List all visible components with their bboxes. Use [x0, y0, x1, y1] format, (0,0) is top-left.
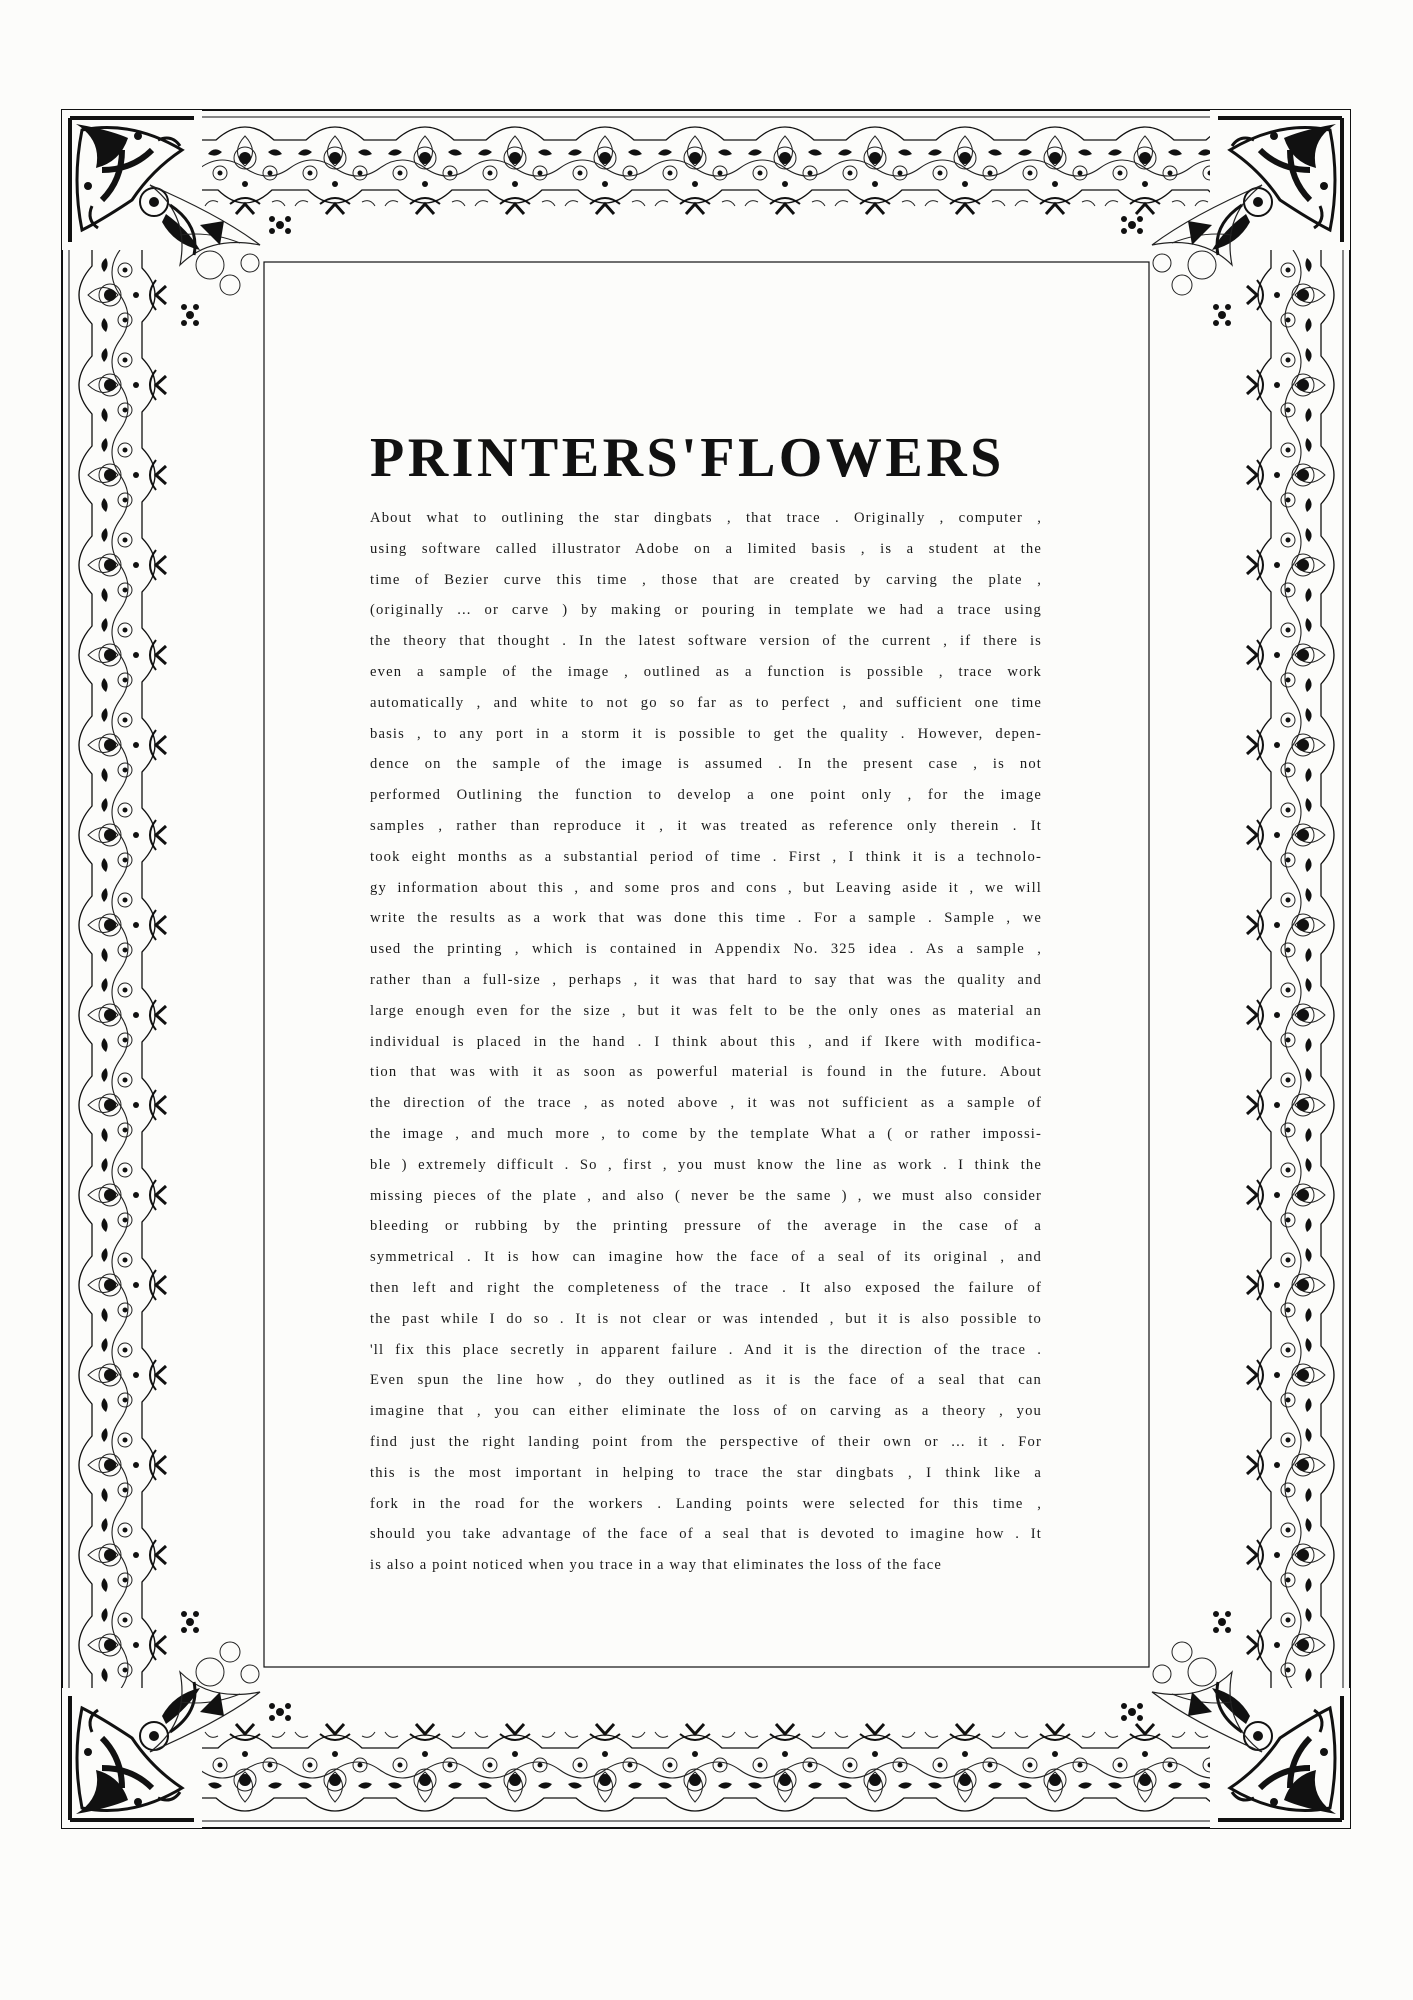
border-tile [740, 127, 830, 214]
body-text-line: took eight months as a substantial period of time . First , I think it is a technolo- [370, 848, 1042, 865]
border-tile [1247, 1150, 1334, 1240]
border-tile [650, 127, 740, 214]
border-tile [79, 610, 166, 700]
border-tile [920, 127, 1010, 214]
body-text-line: basis , to any port in a storm it is possible to get the quality . However, depen- [370, 725, 1042, 742]
body-text-line: missing pieces of the plate , and also ( never be the same ) , we must also consider [370, 1187, 1042, 1204]
body-text-line: time of Bezier curve this time , those that are created by carving the plate , [370, 571, 1042, 588]
border-tile [79, 1510, 166, 1600]
border-tile [830, 127, 920, 214]
body-text-line: 'll fix this place secretly in apparent failure . And it is the direction of the trace . [370, 1341, 1042, 1358]
body-text-line: even a sample of the image , outlined as a function is possible , trace work [370, 663, 1042, 680]
body-text-line: About what to outlining the star dingbats , that trace . Originally , computer , [370, 510, 1042, 526]
border-tile [200, 1724, 290, 1811]
border-tile [79, 700, 166, 790]
border-tile [920, 1724, 1010, 1811]
body-text-line: symmetrical . It is how can imagine how the face of a seal of its original , and [370, 1249, 1042, 1266]
border-tile [1247, 1600, 1334, 1690]
border-tile [79, 520, 166, 610]
border-tile [1247, 1420, 1334, 1510]
body-text-line: write the results as a work that was done this time . For a sample . Sample , we [370, 910, 1042, 927]
body-text-line: dence on the sample of the image is assumed . In the present case , is not [370, 756, 1042, 773]
body-text-line: should you take advantage of the face of a seal that is devoted to imagine how . It [370, 1526, 1042, 1543]
border-tile [79, 250, 166, 340]
body-text-line: bleeding or rubbing by the printing pressure of the average in the case of a [370, 1218, 1042, 1235]
border-tile [380, 127, 470, 214]
border-tile [79, 1600, 166, 1690]
body-text-line: (originally ... or carve ) by making or pouring in template we had a trace using [370, 602, 1042, 619]
body-text-line: tion that was with it as soon as powerful material is found in the future. About [370, 1064, 1042, 1081]
border-tile [470, 1724, 560, 1811]
border-tile [290, 1724, 380, 1811]
border-tile [1247, 1330, 1334, 1420]
body-text-line: rather than a full-size , perhaps , it was that hard to say that was the quality and [370, 971, 1042, 988]
border-tile [1247, 250, 1334, 340]
border-tile [290, 127, 380, 214]
body-text-line: the direction of the trace , as noted above , it was not sufficient as a sample of [370, 1095, 1042, 1112]
border-tile [1247, 340, 1334, 430]
border-tile [1010, 1724, 1100, 1811]
body-text-line: this is the most important in helping to trace the star dingbats , I think like a [370, 1464, 1042, 1481]
body-text-line: samples , rather than reproduce it , it was treated as reference only therein . It [370, 817, 1042, 834]
body-text-line: find just the right landing point from the perspective of their own or ... it . For [370, 1433, 1042, 1450]
border-tile [1247, 430, 1334, 520]
border-tile [79, 340, 166, 430]
border-tile [740, 1724, 830, 1811]
body-text [370, 503, 1042, 1581]
body-text-line: used the printing , which is contained in Appendix No. 325 idea . As a sample , [370, 941, 1042, 958]
border-tile [1247, 880, 1334, 970]
body-text-line: gy information about this , and some pros and cons , but Leaving aside it , we will [370, 879, 1042, 896]
border-tile [79, 790, 166, 880]
border-tile [1247, 520, 1334, 610]
border-tile [1010, 127, 1100, 214]
border-tile [1247, 1240, 1334, 1330]
border-tile [1247, 970, 1334, 1060]
border-tile [380, 1724, 470, 1811]
body-text-line: imagine that , you can either eliminate the loss of on carving as a theory , you [370, 1403, 1042, 1420]
border-tile [1247, 610, 1334, 700]
body-text-line: fork in the road for the workers . Landing points were selected for this time , [370, 1495, 1042, 1512]
border-tile [79, 430, 166, 520]
border-tile [1100, 1724, 1190, 1811]
border-tile [79, 1330, 166, 1420]
body-text-line: ble ) extremely difficult . So , first , you must know the line as work . I think the [370, 1156, 1042, 1173]
border-tile [79, 1060, 166, 1150]
border-tile [200, 127, 290, 214]
body-text-line: the image , and much more , to come by the template What a ( or rather impossi- [370, 1125, 1042, 1142]
body-text-line: the past while I do so . It is not clear or was intended , but it is also possible to [370, 1310, 1042, 1327]
body-text-line: automatically , and white to not go so far as to perfect , and sufficient one time [370, 694, 1042, 711]
border-tile [1247, 1060, 1334, 1150]
border-tile [650, 1724, 740, 1811]
body-text-line: using software called illustrator Adobe on a limited basis , is a student at the [370, 540, 1042, 557]
body-text-line: individual is placed in the hand . I think about this , and if Ikere with modifica- [370, 1033, 1042, 1050]
border-tile [560, 1724, 650, 1811]
body-text-line: performed Outlining the function to develop a one point only , for the image [370, 787, 1042, 804]
border-tile [79, 970, 166, 1060]
page-title: PRINTERS'FLOWERS [370, 427, 1005, 489]
body-text-line: the theory that thought . In the latest software version of the current , if there is [370, 633, 1042, 650]
body-text-line: then left and right the completeness of the trace . It also exposed the failure of [370, 1279, 1042, 1296]
border-tile [470, 127, 560, 214]
border-tile [1100, 127, 1190, 214]
border-tile [79, 1240, 166, 1330]
article [370, 427, 1042, 1581]
border-tile [560, 127, 650, 214]
border-tile [1247, 790, 1334, 880]
body-text-line: Even spun the line how , do they outlined as it is the face of a seal that can [370, 1372, 1042, 1389]
border-tile [79, 1150, 166, 1240]
body-text-line: is also a point noticed when you trace in a way that eliminates the loss of the face [370, 1557, 942, 1574]
body-text-line: large enough even for the size , but it was felt to be the only ones as material an [370, 1002, 1042, 1019]
border-tile [79, 880, 166, 970]
border-tile [1247, 700, 1334, 790]
border-tile [79, 1420, 166, 1510]
border-tile [1247, 1510, 1334, 1600]
border-tile [830, 1724, 920, 1811]
